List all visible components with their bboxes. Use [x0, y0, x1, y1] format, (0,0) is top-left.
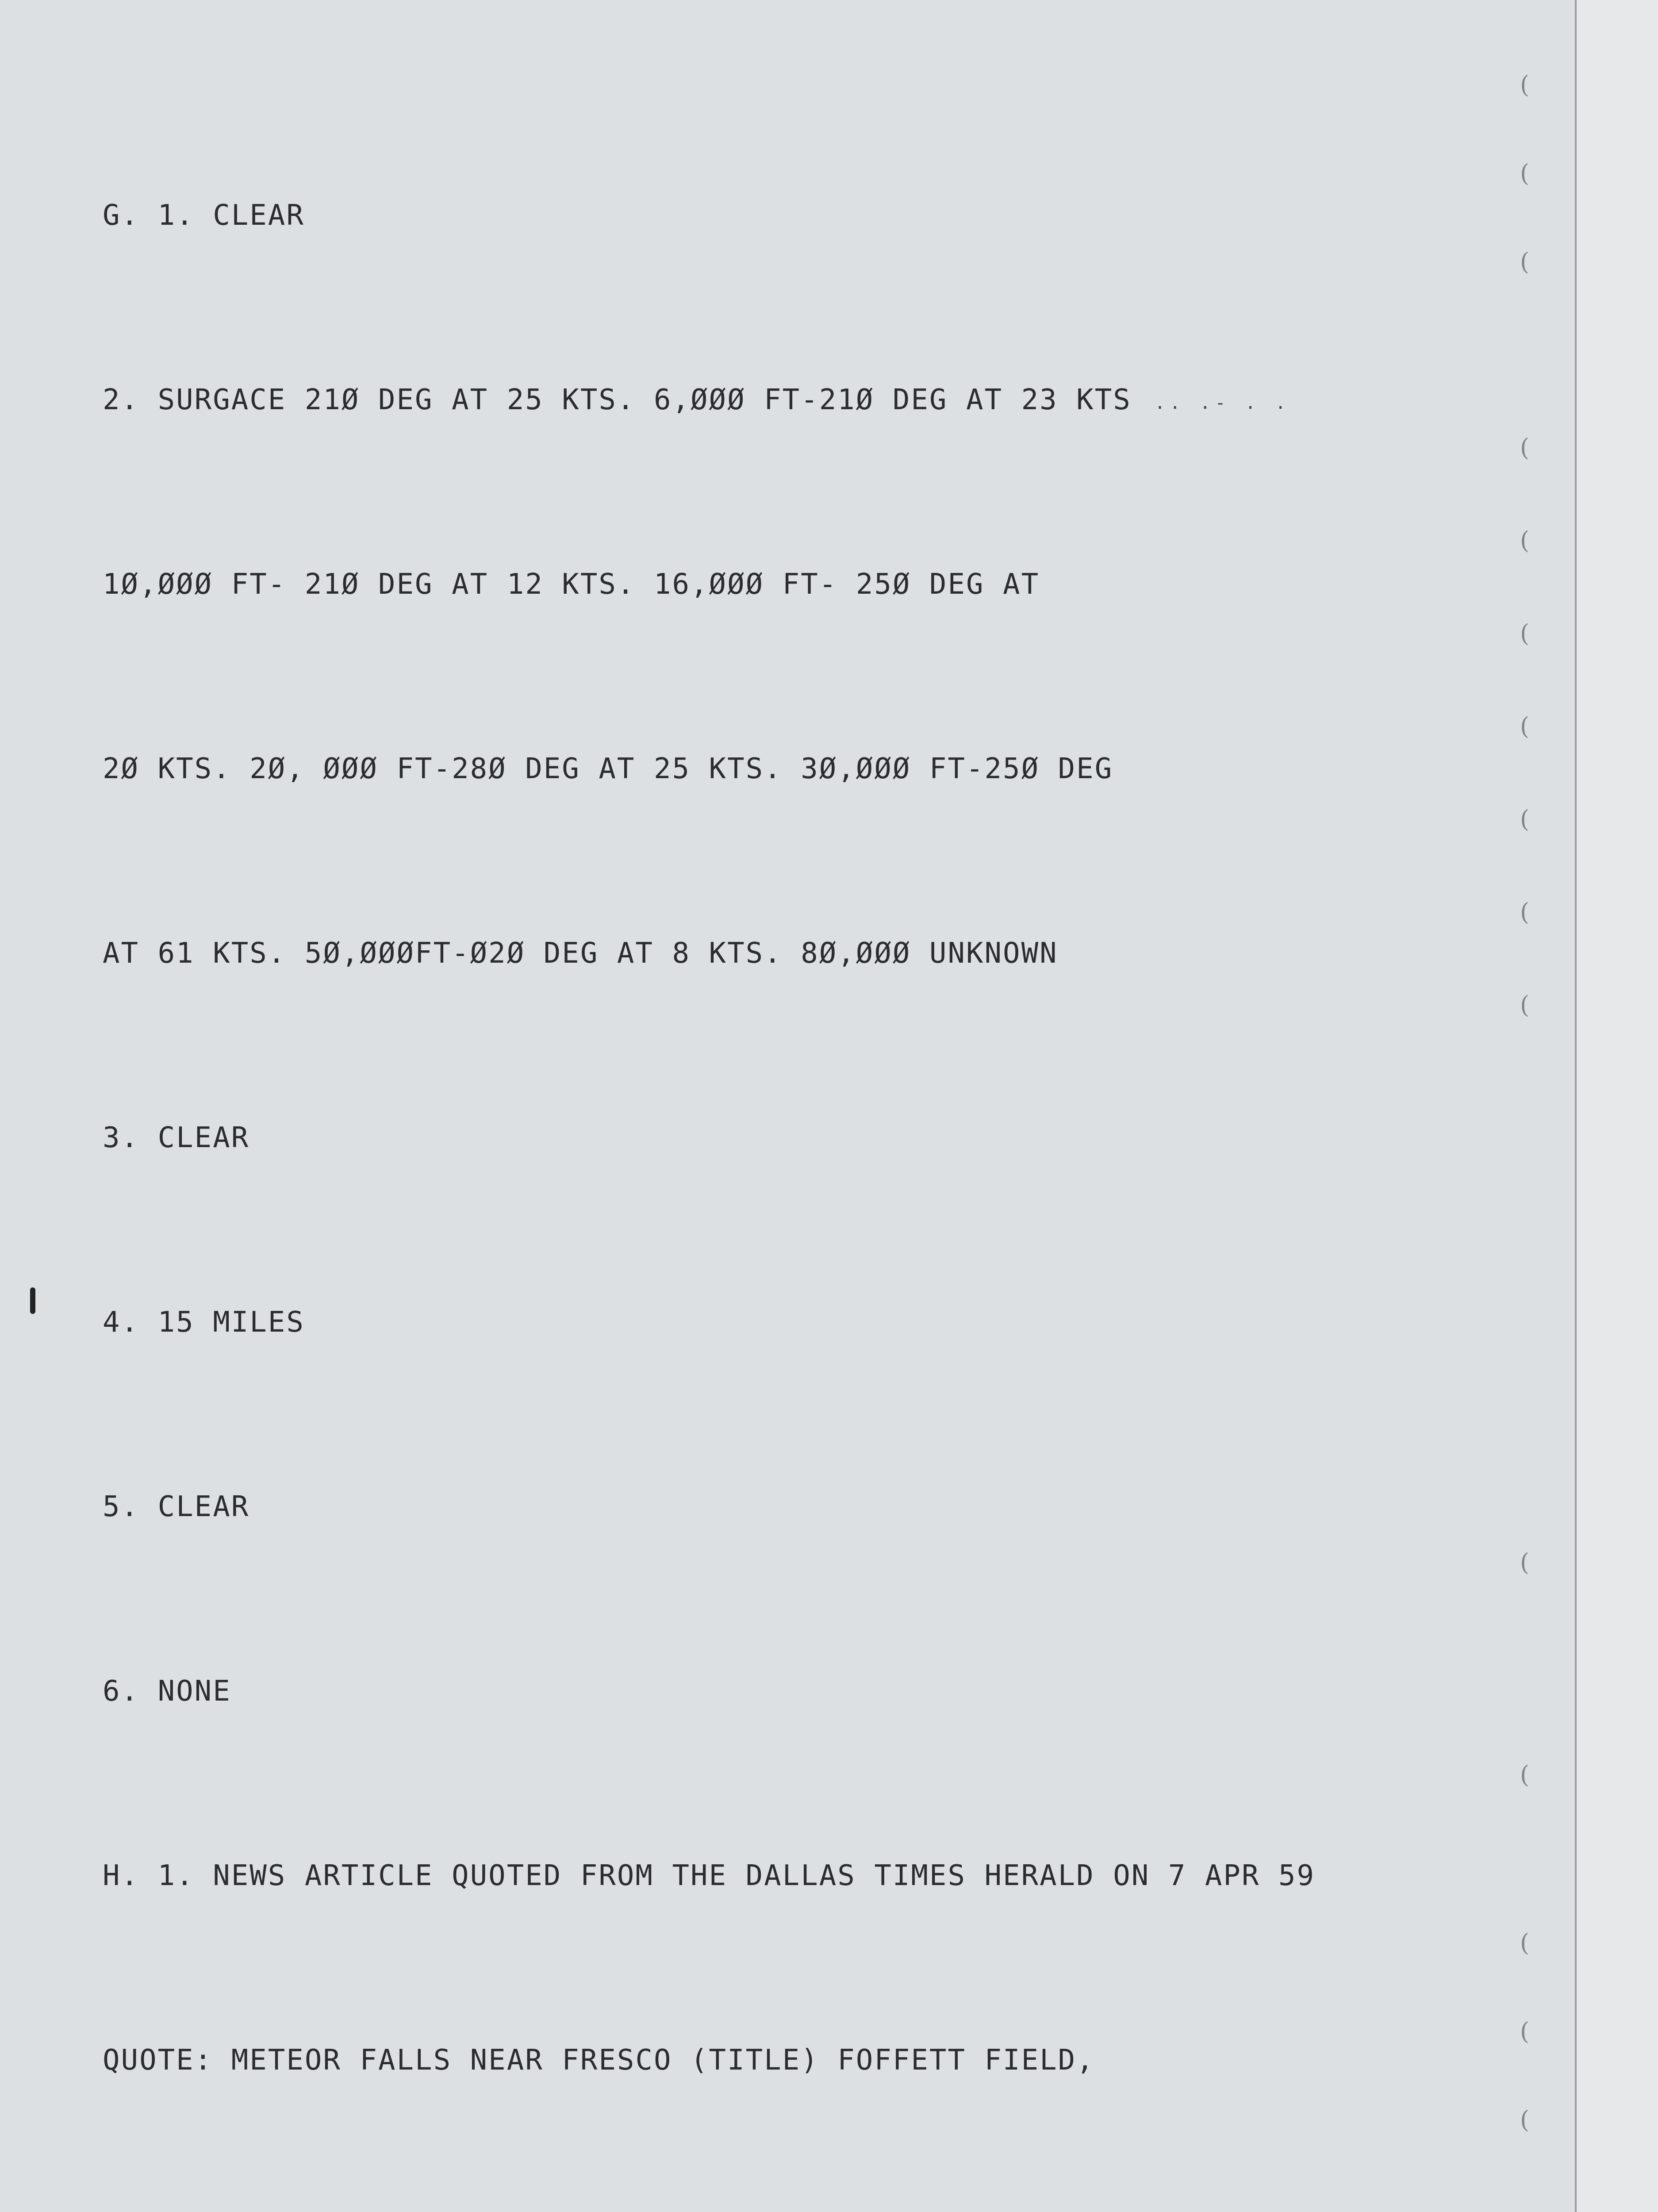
margin-perforation: ( — [1520, 434, 1530, 461]
text-line: G. 1. CLEAR — [103, 199, 305, 232]
text-line: QUOTE: METEOR FALLS NEAR FRESCO (TITLE) FOFFETT FIELD, — [103, 2044, 1095, 2077]
margin-perforation: ( — [1520, 2017, 1530, 2045]
text-line: H. 1. NEWS ARTICLE QUOTED FROM THE DALLAS TIMES HERALD ON 7 APR 59 — [103, 1859, 1316, 1892]
margin-perforation: ( — [1520, 619, 1530, 647]
text-line: 6. NONE — [103, 1675, 231, 1708]
margin-perforation: ( — [1520, 805, 1530, 833]
margin-perforation: ( — [1520, 526, 1530, 554]
margin-perforation: ( — [1520, 1761, 1530, 1789]
margin-perforation: ( — [1520, 898, 1530, 926]
text-line: 2. SURGACE 21Ø DEG AT 25 KTS. 6,ØØØ FT-21Ø DEG AT 23 KTS — [103, 384, 1132, 416]
margin-perforation: ( — [1520, 159, 1530, 187]
margin-perforation: ( — [1520, 2106, 1530, 2134]
margin-perforation: ( — [1520, 248, 1530, 276]
scan-left-mark — [30, 1287, 35, 1314]
margin-perforation: ( — [1520, 1929, 1530, 1957]
typewriter-dots: .. .- . . — [1155, 393, 1290, 413]
teletype-body — [103, 62, 1315, 2212]
text-line: 4. 15 MILES — [103, 1306, 305, 1339]
text-line: 1Ø,ØØØ FT- 21Ø DEG AT 12 KTS. 16,ØØØ FT- 25Ø DEG AT — [103, 568, 1040, 601]
text-line: 5. CLEAR — [103, 1490, 250, 1523]
margin-perforation: ( — [1520, 991, 1530, 1019]
margin-perforation: ( — [1520, 1548, 1530, 1576]
margin-perforation: ( — [1520, 71, 1530, 99]
text-line: AT 61 KTS. 5Ø,ØØØFT-Ø2Ø DEG AT 8 KTS. 8Ø,ØØØ UNKNOWN — [103, 937, 1058, 970]
text-line: 2Ø KTS. 2Ø, ØØØ FT-28Ø DEG AT 25 KTS. 3Ø,ØØØ FT-25Ø DEG — [103, 753, 1113, 785]
page-edge-strip — [1575, 0, 1658, 2212]
text-line: 3. CLEAR — [103, 1121, 250, 1154]
margin-perforation: ( — [1520, 712, 1530, 740]
